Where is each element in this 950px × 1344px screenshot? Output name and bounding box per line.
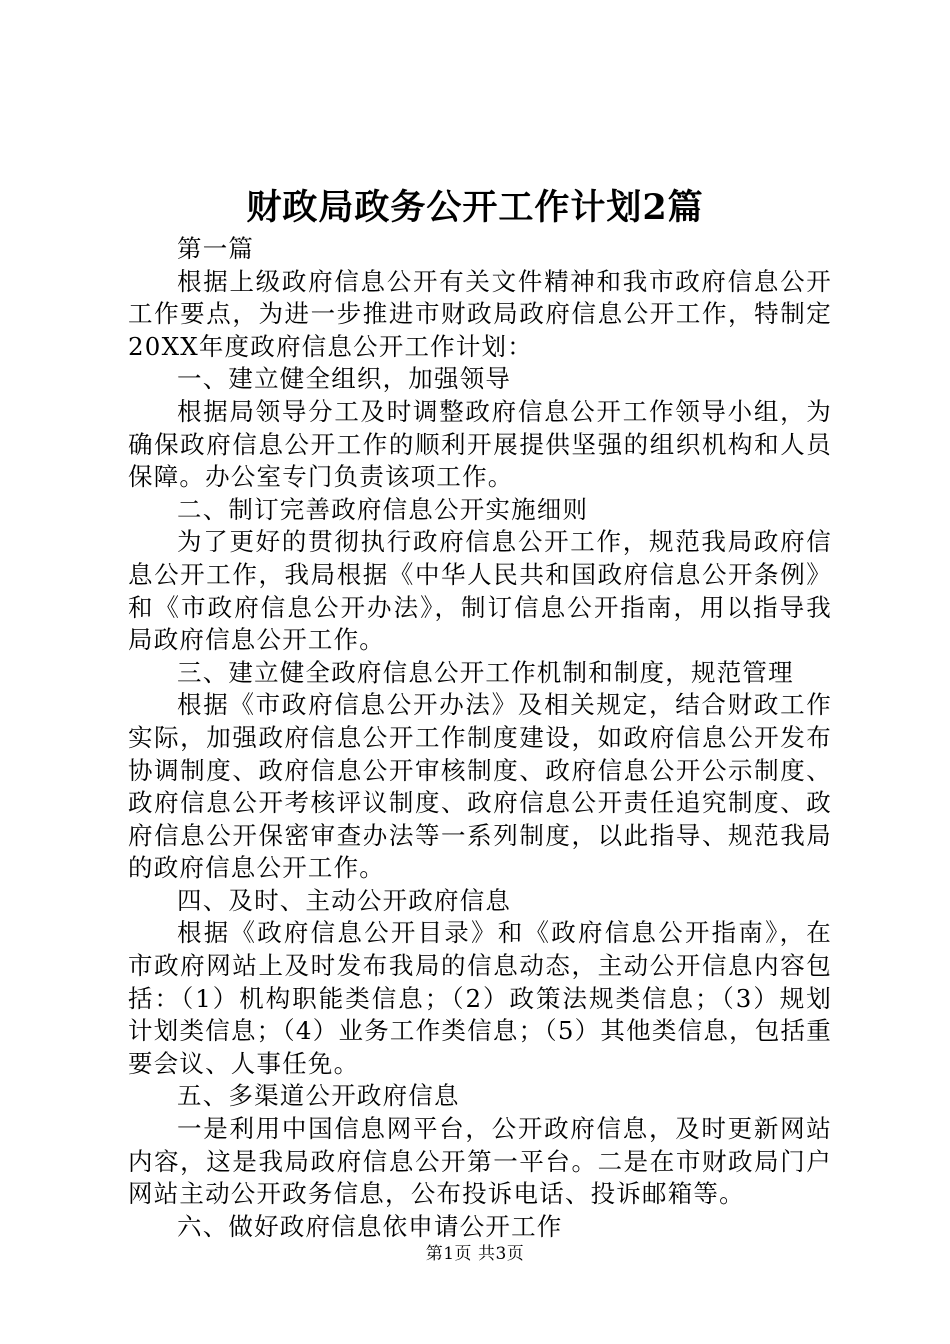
section-heading: 五、多渠道公开政府信息 [177, 1081, 460, 1111]
document-title: 财政局政务公开工作计划2篇 [246, 187, 704, 228]
document-body [128, 233, 832, 1243]
body-paragraph: 为了更好的贯彻执行政府信息公开工作，规范我局政府信息公开工作，我局根据《中华人民共和国政府信息公开条例》和《市政府信息公开办法》，制订信息公开指南，用以指导我局政府信息公开工作。 [128, 527, 832, 655]
section-heading: 四、及时、主动公开政府信息 [177, 885, 512, 915]
body-paragraph: 根据上级政府信息公开有关文件精神和我市政府信息公开工作要点，为进一步推进市财政局政府信息公开工作，特制定20XX年度政府信息公开工作计划： [128, 266, 832, 361]
body-paragraph: 根据《政府信息公开目录》和《政府信息公开指南》，在市政府网站上及时发布我局的信息动态，主动公开信息内容包括：（1）机构职能类信息；（2）政策法规类信息；（3）规划计划类信息；（4）业务工作类信息；（5）其他类信息，包括重要会议、人事任免。 [128, 918, 832, 1078]
body-paragraph: 根据《市政府信息公开办法》及相关规定，结合财政工作实际，加强政府信息公开工作制度建设，如政府信息公开发布协调制度、政府信息公开审核制度、政府信息公开公示制度、政府信息公开考核评议制度、政府信息公开责任追究制度、政府信息公开保密审查办法等一系列制度，以此指导、规范我局的政府信息公开工作。 [128, 690, 832, 883]
section-heading: 一、建立健全组织，加强领导 [177, 364, 512, 394]
section-heading: 六、做好政府信息依申请公开工作 [177, 1211, 563, 1241]
section-heading: 三、建立健全政府信息公开工作机制和制度，规范管理 [177, 657, 794, 687]
section-heading: 二、制订完善政府信息公开实施细则 [177, 494, 589, 524]
page-footer: 第1页 共3页 [425, 1244, 525, 1264]
body-paragraph: 一是利用中国信息网平台，公开政府信息，及时更新网站内容，这是我局政府信息公开第一平台。二是在市财政局门户网站主动公开政务信息，公布投诉电话、投诉邮箱等。 [128, 1114, 832, 1209]
body-paragraph: 根据局领导分工及时调整政府信息公开工作领导小组，为确保政府信息公开工作的顺利开展提供坚强的组织机构和人员保障。办公室专门负责该项工作。 [128, 396, 832, 492]
section-heading: 第一篇 [177, 234, 255, 263]
